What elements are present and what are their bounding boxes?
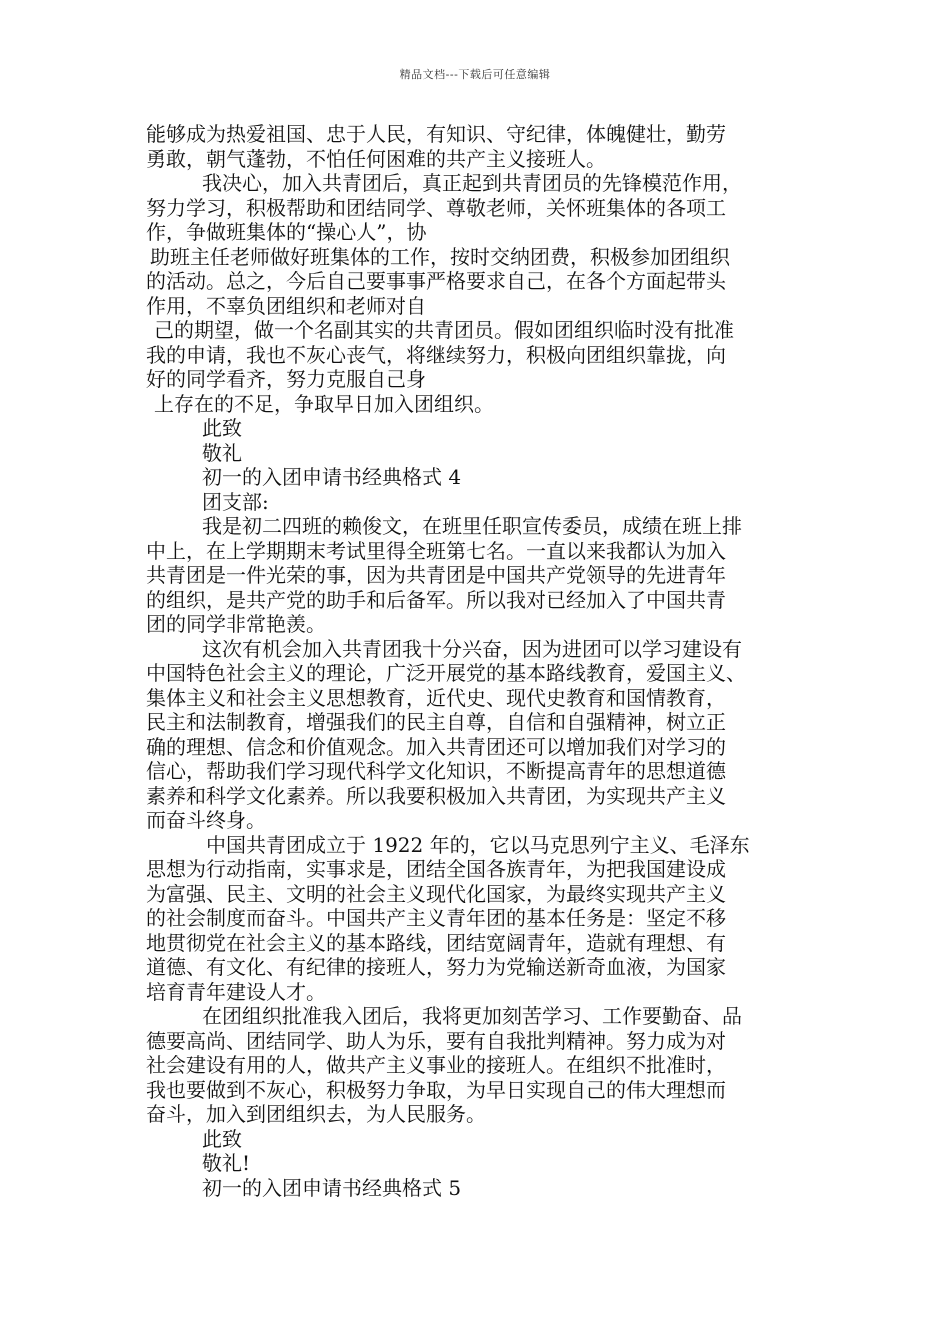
text-line: 的组织，是共产党的助手和后备军。所以我对已经加入了中国共青 — [146, 587, 726, 612]
text-line: 德要高尚、团结同学、助人为乐，要有自我批判精神。努力成为对 — [146, 1028, 726, 1053]
text-line: 的社会制度而奋斗。中国共产主义青年团的基本任务是：坚定不移 — [146, 906, 726, 930]
text-line: 我决心，加入共青团后，真正起到共青团员的先锋模范作用， — [202, 171, 742, 195]
text-line: 中上，在上学期期末考试里得全班第七名。一直以来我都认为加入 — [146, 538, 726, 563]
text-line: 而奋斗终身。 — [146, 808, 266, 832]
text-line: 地贯彻党在社会主义的基本路线，团结宽阔青年，造就有理想、有 — [146, 930, 726, 955]
page-header: 精品文档---下载后可任意编辑 — [399, 68, 551, 81]
text-line: 集体主义和社会主义思想教育，近代史、现代史教育和国情教育， — [146, 685, 726, 710]
text-line: 共青团是一件光荣的事，因为共青团是中国共产党领导的先进青年 — [146, 563, 726, 587]
text-line: 奋斗，加入到团组织去，为人民服务。 — [146, 1102, 486, 1126]
text-line: 此致 — [202, 1126, 242, 1151]
text-line: 中国特色社会主义的理论，广泛开展党的基本路线教育，爱国主义、 — [146, 661, 746, 685]
text-line: 素养和科学文化素养。所以我要积极加入共青团，为实现共产主义 — [146, 783, 726, 808]
text-line: 中国共青团成立于 1922 年的，它以马克思列宁主义、毛泽东 — [206, 832, 750, 857]
text-line: 思想为行动指南，实事求是，团结全国各族青年，为把我国建设成 — [146, 857, 726, 881]
text-line: 己的期望，做一个名副其实的共青团员。假如团组织临时没有批准 — [154, 318, 734, 342]
text-line: 敬礼! — [202, 1151, 251, 1175]
text-line: 为富强、民主、文明的社会主义现代化国家，为最终实现共产主义 — [146, 881, 726, 906]
text-line: 努力学习，积极帮助和团结同学、尊敬老师，关怀班集体的各项工 — [146, 195, 726, 220]
text-line: 培育青年建设人才。 — [146, 979, 326, 1004]
text-line: 助班主任老师做好班集体的工作，按时交纳团费，积极参加团组织 — [150, 244, 730, 269]
text-line: 社会建设有用的人，做共产主义事业的接班人。在组织不批准时， — [146, 1053, 726, 1077]
text-line: 我也要做到不灰心，积极努力争取，为早日实现自己的伟大理想而 — [146, 1077, 726, 1102]
text-line: 初一的入团申请书经典格式 5 — [202, 1175, 462, 1200]
text-line: 团的同学非常艳羡。 — [146, 612, 326, 636]
text-line: 团支部: — [202, 489, 269, 514]
text-line: 的活动。总之，今后自己要事事严格要求自己，在各个方面起带头 — [146, 269, 726, 293]
text-line: 我的申请，我也不灰心丧气，将继续努力，积极向团组织靠拢，向 — [146, 342, 726, 367]
text-line: 敬礼 — [202, 440, 242, 465]
text-line: 此致 — [202, 416, 242, 440]
text-line: 好的同学看齐，努力克服自己身 — [146, 367, 426, 391]
text-line: 在团组织批准我入团后，我将更加刻苦学习、工作要勤奋、品 — [202, 1004, 742, 1028]
document-body — [146, 122, 820, 1200]
text-line: 勇敢，朝气蓬勃，不怕任何困难的共产主义接班人。 — [146, 146, 606, 171]
text-line: 能够成为热爱祖国、忠于人民，有知识、守纪律，体魄健壮，勤劳 — [146, 122, 726, 146]
text-line: 初一的入团申请书经典格式 4 — [202, 465, 462, 489]
text-line: 作用，不辜负团组织和老师对自 — [146, 293, 426, 318]
text-line: 这次有机会加入共青团我十分兴奋，因为进团可以学习建设有 — [202, 636, 742, 661]
text-line: 确的理想、信念和价值观念。加入共青团还可以增加我们对学习的 — [146, 734, 726, 759]
text-line: 民主和法制教育，增强我们的民主自尊，自信和自强精神，树立正 — [146, 710, 726, 734]
text-line: 信心，帮助我们学习现代科学文化知识，不断提高青年的思想道德 — [146, 759, 726, 783]
text-line: 上存在的不足，争取早日加入团组织。 — [154, 391, 494, 416]
text-line: 我是初二四班的赖俊文，在班里任职宣传委员，成绩在班上排 — [202, 514, 742, 538]
text-line: 道德、有文化、有纪律的接班人，努力为党输送新奇血液，为国家 — [146, 955, 726, 979]
text-line: 作，争做班集体的“操心人”，协 — [146, 220, 427, 244]
